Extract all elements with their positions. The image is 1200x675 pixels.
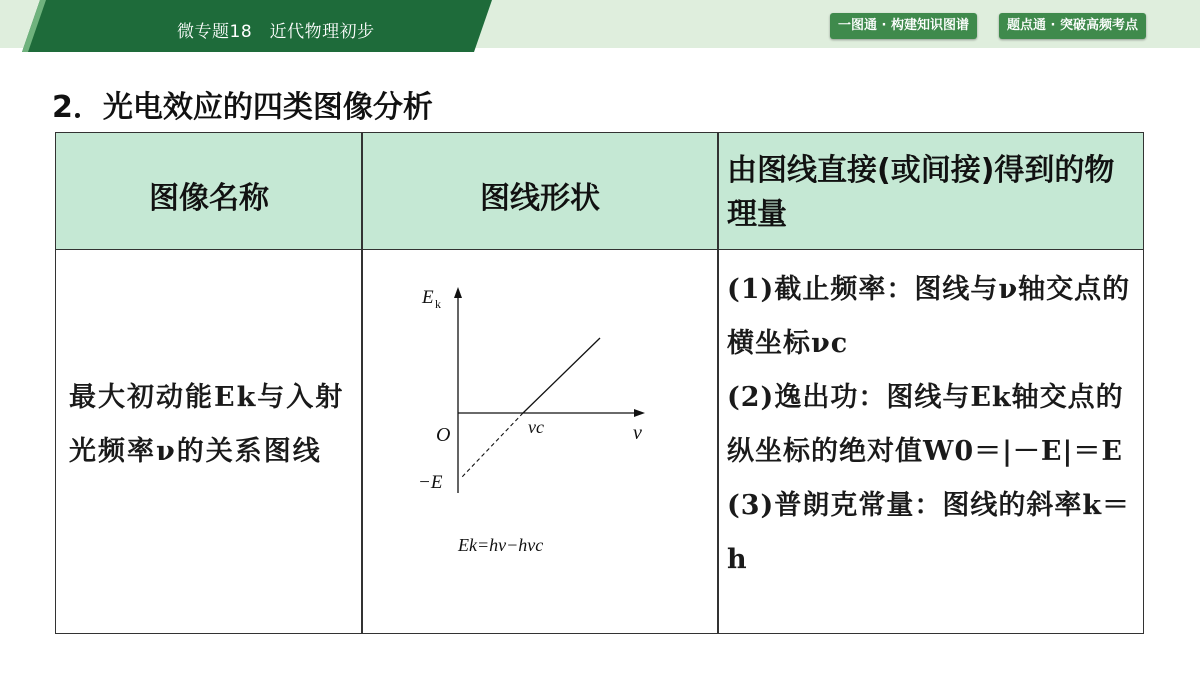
analysis-table: [55, 132, 1144, 634]
origin-label: O: [436, 424, 451, 446]
y-axis-arrow: [454, 287, 462, 298]
key-points-button[interactable]: 题点通 · 突破高频考点: [999, 13, 1146, 39]
ek-line-dashed: [462, 413, 523, 477]
chapter-title: 微专题18 近代物理初步: [177, 22, 375, 42]
negative-e-label: −E: [418, 472, 443, 493]
graph-svg: [412, 281, 712, 571]
chapter-tab: [22, 0, 492, 52]
column-divider: [361, 133, 363, 633]
quantities-cell: [727, 263, 1137, 587]
section-heading: 2．光电效应的四类图像分析: [52, 90, 433, 125]
knowledge-map-button[interactable]: 一图通 · 构建知识图谱: [830, 13, 977, 39]
x-axis-label: ν: [633, 422, 642, 444]
graph-name-text: 最大初动能Ek与入射光频率ν的关系图线: [69, 382, 345, 467]
cutoff-frequency-label: νc: [528, 417, 544, 437]
y-axis-label-sub: k: [435, 297, 441, 311]
table-header-row: [56, 133, 1143, 250]
y-axis-label: E: [422, 287, 434, 308]
quantity-item: (1)截止频率：图线与ν轴交点的横坐标νc: [727, 274, 1131, 359]
top-bar: [0, 0, 1200, 48]
ek-nu-graph: [412, 281, 712, 575]
graph-formula: Ek=hν−hνc: [458, 535, 544, 555]
column-header-shape: 图线形状: [480, 181, 600, 216]
ek-line: [523, 338, 600, 413]
column-header-quantity: 由图线直接(或间接)得到的物理量: [727, 153, 1115, 232]
column-divider: [717, 133, 719, 633]
quantity-item: (2)逸出功：图线与Ek轴交点的纵坐标的绝对值W0＝|－E|＝E: [727, 382, 1124, 467]
graph-name-cell: [69, 371, 354, 479]
quantity-item: (3)普朗克常量：图线的斜率k＝h: [727, 490, 1131, 575]
column-header-name: 图像名称: [149, 181, 269, 216]
x-axis-arrow: [634, 409, 645, 417]
